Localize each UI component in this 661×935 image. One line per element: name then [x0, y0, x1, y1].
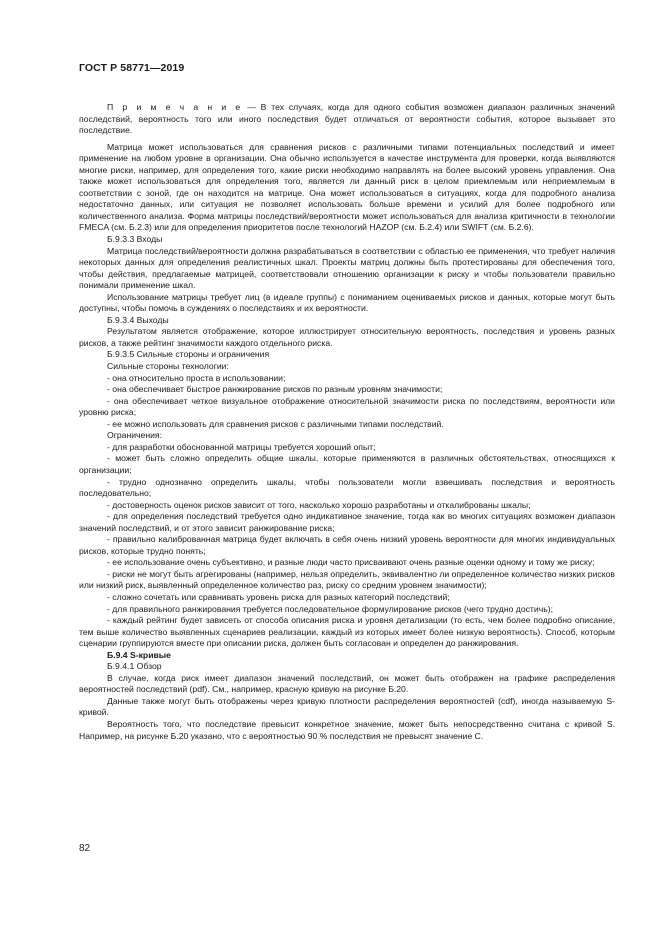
paragraph-4: Использование матрицы требует лиц (в идеале группы) с пониманием оцениваемых рисков и данных, которые могут быть доступны, чтобы помочь в суждениях о последствиях и их вероятности. [79, 291, 615, 314]
limitations-label: Ограничения: [107, 430, 162, 441]
list-item: - для разработки обоснованной матрицы требуется хороший опыт; [107, 441, 376, 452]
subsection-heading-strengths: Б.9.3.5 Сильные стороны и ограничения [107, 349, 270, 360]
list-item: - она обеспечивает быстрое ранжирование рисков по разным уровням значимости; [107, 384, 443, 395]
paragraph-1: Матрица может использоваться для сравнения рисков с различными типами потенциальных последствий и имеет применение на любом уровне в организации. Она обычно используется в качестве инструмента для проверки, когда выявляются многие риски, например, для определения того, какие риски необходимо направлять на более высокий уровень управления. Она также может использоваться для определения того, является ли данный риск в целом приемлемым или неприемлемым в соответствии с зоной, где он находится на матрице. Она может использоваться в ситуациях, когда для подробного анализа недостаточно данных, или ситуация не позволяет использовать больше времени и усилий для более подробного или количественного анализа. Форма матрицы последствий/вероятности может использоваться для анализа критичности в технологии FMECA (см. Б.2.3) или для определения приоритетов после технологий HAZOP (см. Б.2.4) или SWIFT (см. Б.2.6). [79, 141, 615, 233]
list-item: - ее использование очень субъективно, и разные люди часто присваивают очень разные оценки одному и тому же риску; [107, 557, 595, 568]
list-item: - она относительно проста в использовании; [107, 372, 286, 383]
list-item: - она обеспечивает четкое визуальное отображение относительной значимости риска по последствиям, вероятности или уровню риска; [79, 395, 615, 418]
section-heading: Б.9.4 S-кривые [107, 649, 171, 660]
subsection-heading-inputs: Б.9.3.3 Входы [107, 234, 163, 245]
page-number: 82 [79, 843, 91, 854]
list-item: - для правильного ранжирования требуется последовательное формулирование рисков (чего трудно достичь); [107, 603, 553, 614]
list-item: - сложно сочетать или сравнивать уровень риска для разных категорий последствий; [107, 591, 450, 602]
note-text: — В тех случаях, когда для одного события возможен диапазон различных значений последствий, вероятность того или иного последствия будет отличаться от вероятности события, которое вызывает это последствие. [79, 102, 615, 136]
list-item: - трудно однозначно определить шкалы, чтобы пользователи могли взвешивать последствия и вероятность последовательно; [79, 476, 615, 499]
note-label: П р и м е ч а н и е [107, 102, 243, 112]
list-item: - каждый рейтинг будет зависеть от способа описания риска и уровня детализации (то есть, чем более подробно описание, тем выше количество выявленных сценариев реализации, каждый из которых имеет более низкую вероятность). Способ, которым сценарии группируются вместе при описании риска, должен быть согласован и определен до ранжирования. [79, 615, 615, 649]
document-header: ГОСТ Р 58771—2019 [79, 62, 185, 74]
paragraph-6: Результатом является отображение, которое иллюстрирует относительную вероятность, последствия и уровень разных рисков, а также рейтинг значимости каждого отдельного риска. [79, 326, 615, 348]
document-body [79, 102, 615, 742]
list-item: - достоверность оценок рисков зависит от того, насколько хорошо разработаны и откалиброваны шкалы; [107, 499, 531, 510]
subsection-heading-overview: Б.9.4.1 Обзор [107, 661, 162, 672]
list-item: - может быть сложно определить общие шкалы, которые применяются в различных обстоятельствах, относящихся к организации; [79, 453, 615, 475]
subsection-heading-outputs: Б.9.3.4 Выходы [107, 314, 169, 325]
note-paragraph [79, 102, 615, 137]
list-item: - ее можно использовать для сравнения рисков с различными типами последствий. [107, 418, 444, 429]
strengths-label: Сильные стороны технологии: [107, 361, 229, 372]
paragraph-3: Матрица последствий/вероятности должна разрабатываться в соответствии с областью ее применения, что требует наличия некоторых данных для определения реалистичных шкал. Проекты матриц должны быть протестированы для обеспечения того, чтобы действия, предлагаемые матрицей, соответствовали отношению организации к риску и чтобы пользователи правильно понимали применение шкал. [79, 245, 615, 291]
list-item: - правильно калиброванная матрица будет включать в себя очень низкий уровень вероятности для многих индивидуальных рисков, которые трудно понять; [79, 534, 615, 556]
section-paragraph: Данные также могут быть отображены через кривую плотности распределения вероятностей (cdf), иногда называемую S-кривой. [79, 695, 615, 718]
list-item: - для определения последствий требуется одно индикативное значение, тогда как во многих ситуациях возможен диапазон значений последствий, и от этого зависит ранжирование риска; [79, 511, 615, 533]
list-item: - риски не могут быть агрегированы (например, нельзя определить, эквивалентно ли определенное количество низких рисков или низкий риск, выявленный определенное количество раз, риску со средним уровнем значимости); [79, 568, 615, 591]
section-paragraph: В случае, когда риск имеет диапазон значений последствий, он может быть отображен на графике распределения вероятностей последствий (pdf). См., например, красную кривую на рисунке Б.20. [79, 672, 615, 695]
section-paragraph: Вероятность того, что последствие превысит конкретное значение, может быть непосредственно считана с кривой S. Например, на рисунке Б.20 указано, что с вероятностью 90 % последствия не превысят значение C. [79, 718, 615, 741]
